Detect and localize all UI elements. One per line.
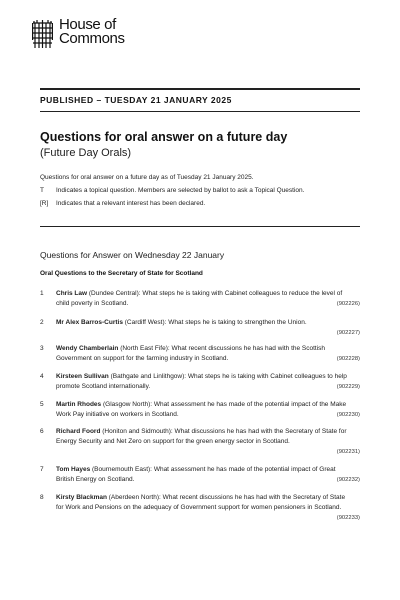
question-text: What assessment he has made of the potential impact of Great British Energy on Scotland. [56,466,336,483]
question-reference: (902228) [336,356,360,362]
question-reference: (902231) [336,449,360,455]
question-constituency: (Bathgate and Linlithgow): [110,373,187,380]
question-member: Kirsty Blackman [56,494,107,501]
question-reference: (902226) [336,301,360,307]
published-date: PUBLISHED – TUESDAY 21 JANUARY 2025 [40,95,232,105]
question-item [40,372,360,392]
question-member: Tom Hayes [56,466,91,473]
logo-wordmark [59,18,125,46]
question-item [40,318,360,336]
question-reference: (902232) [336,477,360,483]
question-text: What steps he is taking with Cabinet colleagues to reduce the level of child poverty in Scotland. [56,290,343,307]
question-text: What assessment he has made of the potential impact of the Make Work Pay initiative on workers in Scotland. [56,401,347,418]
question-item [40,465,360,485]
portcullis-icon [32,20,53,48]
published-rule [40,111,360,112]
section-rule [40,226,360,227]
question-constituency: (Bournemouth East): [92,466,152,473]
question-constituency: (Honiton and Sidmouth): [102,428,173,435]
page-subtitle: (Future Day Orals) [40,147,132,159]
legend-text: Indicates a topical question. Members are selected by ballot to ask a Topical Question. [56,187,305,194]
intro-text: Questions for oral answer on a future day as of Tuesday 21 January 2025. [40,174,254,181]
question-number: 3 [40,345,44,352]
question-member: Chris Law [56,290,88,297]
question-text: What discussions he has had with the Secretary of State for Energy Security and Net Zero on support for the green energy sector in Scotland. [56,428,347,445]
legend-symbol: T [40,187,44,194]
top-rule [40,88,360,90]
question-item [40,427,360,455]
question-constituency: (Cardiff West): [124,319,167,326]
question-text: What steps he is taking to strengthen the Union. [168,319,307,326]
question-number: 4 [40,373,44,380]
section-heading: Questions for Answer on Wednesday 22 January [40,250,225,260]
question-text: What recent discussions he has had with the Scottish Government on support for the farming industry in Scotland. [56,345,326,362]
question-item [40,289,360,309]
legend-item-interest [40,200,205,207]
question-reference: (902233) [336,515,360,521]
question-constituency: (Aberdeen North): [108,494,161,501]
question-number: 6 [40,428,44,435]
page-title: Questions for oral answer on a future day [40,130,288,144]
question-text: What recent discussions he has had with the Secretary of State for Work and Pensions on the adequacy of Government support for women pensioners in Scotland. [56,494,346,511]
question-reference: (902227) [336,330,360,336]
legend-text: Indicates that a relevant interest has been declared. [56,200,206,207]
logo-line-2: Commons [59,30,125,47]
legend-item-topical [40,187,304,194]
question-number: 2 [40,319,44,326]
question-item [40,493,360,521]
question-number: 1 [40,290,44,297]
question-number: 5 [40,401,44,408]
question-item [40,344,360,364]
question-member: Martin Rhodes [56,401,102,408]
question-number: 8 [40,494,44,501]
question-member: Richard Foord [56,428,101,435]
question-reference: (902230) [336,412,360,418]
house-of-commons-logo [32,18,125,48]
question-text: What steps he is taking with Cabinet colleagues to help promote Scotland internationally. [56,373,347,390]
section-subheading: Oral Questions to the Secretary of State for Scotland [40,270,203,277]
question-reference: (902229) [336,384,360,390]
question-constituency: (Glasgow North): [102,401,153,408]
question-number: 7 [40,466,44,473]
question-constituency: (Dundee Central): [88,290,141,297]
question-item [40,400,360,420]
question-member: Kirsteen Sullivan [56,373,109,380]
question-member: Wendy Chamberlain [56,345,119,352]
legend-symbol: [R] [40,200,49,207]
question-member: Mr Alex Barros-Curtis [56,319,123,326]
question-constituency: (North East Fife): [120,345,170,352]
logo-line-1: House of [59,16,116,33]
